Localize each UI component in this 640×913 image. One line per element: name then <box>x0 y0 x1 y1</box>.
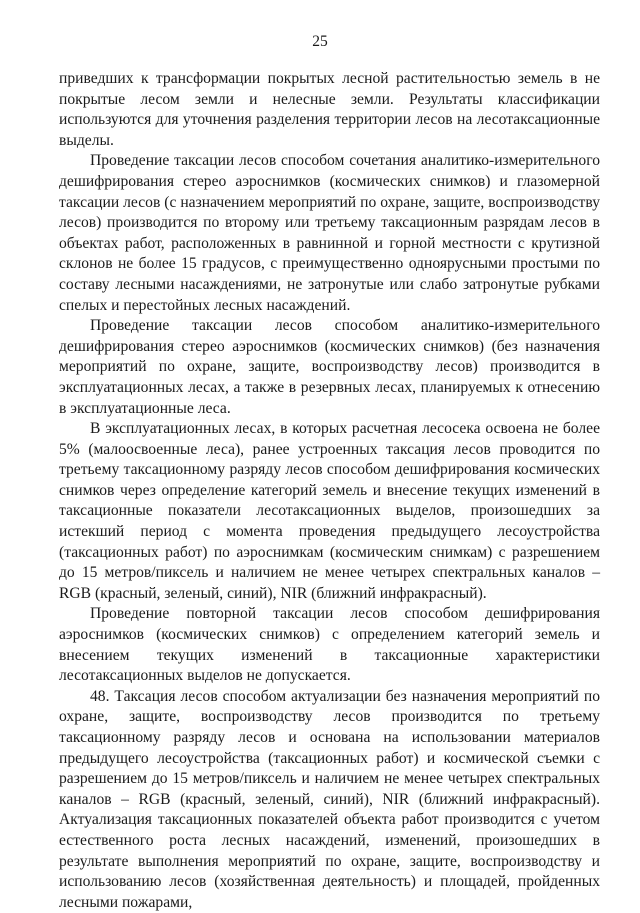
paragraph-item-48: 48. Таксация лесов способом актуализации без назначения мероприятий по охране, защите, воспроизводству лесов производится по третьему таксационному разряду лесов и основана на использовании материалов предыдущего лесоустройства (таксационных работ) и космической съемки с разрешением до 15 метров/пиксель и наличием не менее четырех спектральных каналов – RGB (красный, зеленый, синий), NIR (ближний инфракрасный). Актуализация таксационных показателей объекта работ производится с учетом естественного роста лесных насаждений, изменений, произошедших в результате выполнения мероприятий по охране, защите, воспроизводству и использованию лесов (хозяйственная деятельность) и площадей, пройденных лесными пожарами, <box>59 687 600 911</box>
document-body <box>59 69 600 913</box>
page-number: 25 <box>312 33 328 50</box>
paragraph-repeat-taxation: Проведение повторной таксации лесов способом дешифрирования аэроснимков (космических снимков) с определением категорий земель и внесением текущих изменений в таксационные характеристики лесотаксационных выделов не допускается. <box>59 605 600 685</box>
paragraph-analytic-measurement: Проведение таксации лесов способом аналитико-измерительного дешифрирования стерео аэроснимков (космических снимков) (без назначения мероприятий по охране, защите, воспроизводству лесов) производится в эксплуатационных лесах, а также в резервных лесах, планируемых к отнесению в эксплуатационные леса. <box>59 317 600 417</box>
paragraph-continuation: приведших к трансформации покрытых лесной растительностью земель в не покрытые лесом земли и нелесные земли. Результаты классификации используются для уточнения разделения территории лесов на лесотаксационные выделы. <box>59 70 600 149</box>
paragraph-combined-taxation: Проведение таксации лесов способом сочетания аналитико-измерительного дешифрирования стерео аэроснимков (космических снимков) и глазомерной таксации лесов (с назначением мероприятий по охране, защите, воспроизводству лесов) производится по второму или третьему таксационным разрядам лесов в объектах работ, расположенных в равнинной и горной местности с крутизной склонов не более 15 градусов, с преимущественно одноярусными простыми по составу лесными насаждениями, не затронутые или слабо затронутые рубками спелых и перестойных лесных насаждений. <box>59 152 600 314</box>
paragraph-exploitation-forests: В эксплуатационных лесах, в которых расчетная лесосека освоена не более 5% (малоосвоенные леса), ранее устроенных таксация лесов проводится по третьему таксационному разряду лесов способом дешифрирования космических снимков через определение категорий земель и внесение текущих изменений в таксационные показатели лесотаксационных выделов, произошедших за истекший период с момента проведения предыдущего лесоустройства (таксационных работ) по аэроснимкам (космическим снимкам) с разрешением до 15 метров/пиксель и наличием не менее четырех спектральных каналов – RGB (красный, зеленый, синий), NIR (ближний инфракрасный). <box>59 420 600 602</box>
